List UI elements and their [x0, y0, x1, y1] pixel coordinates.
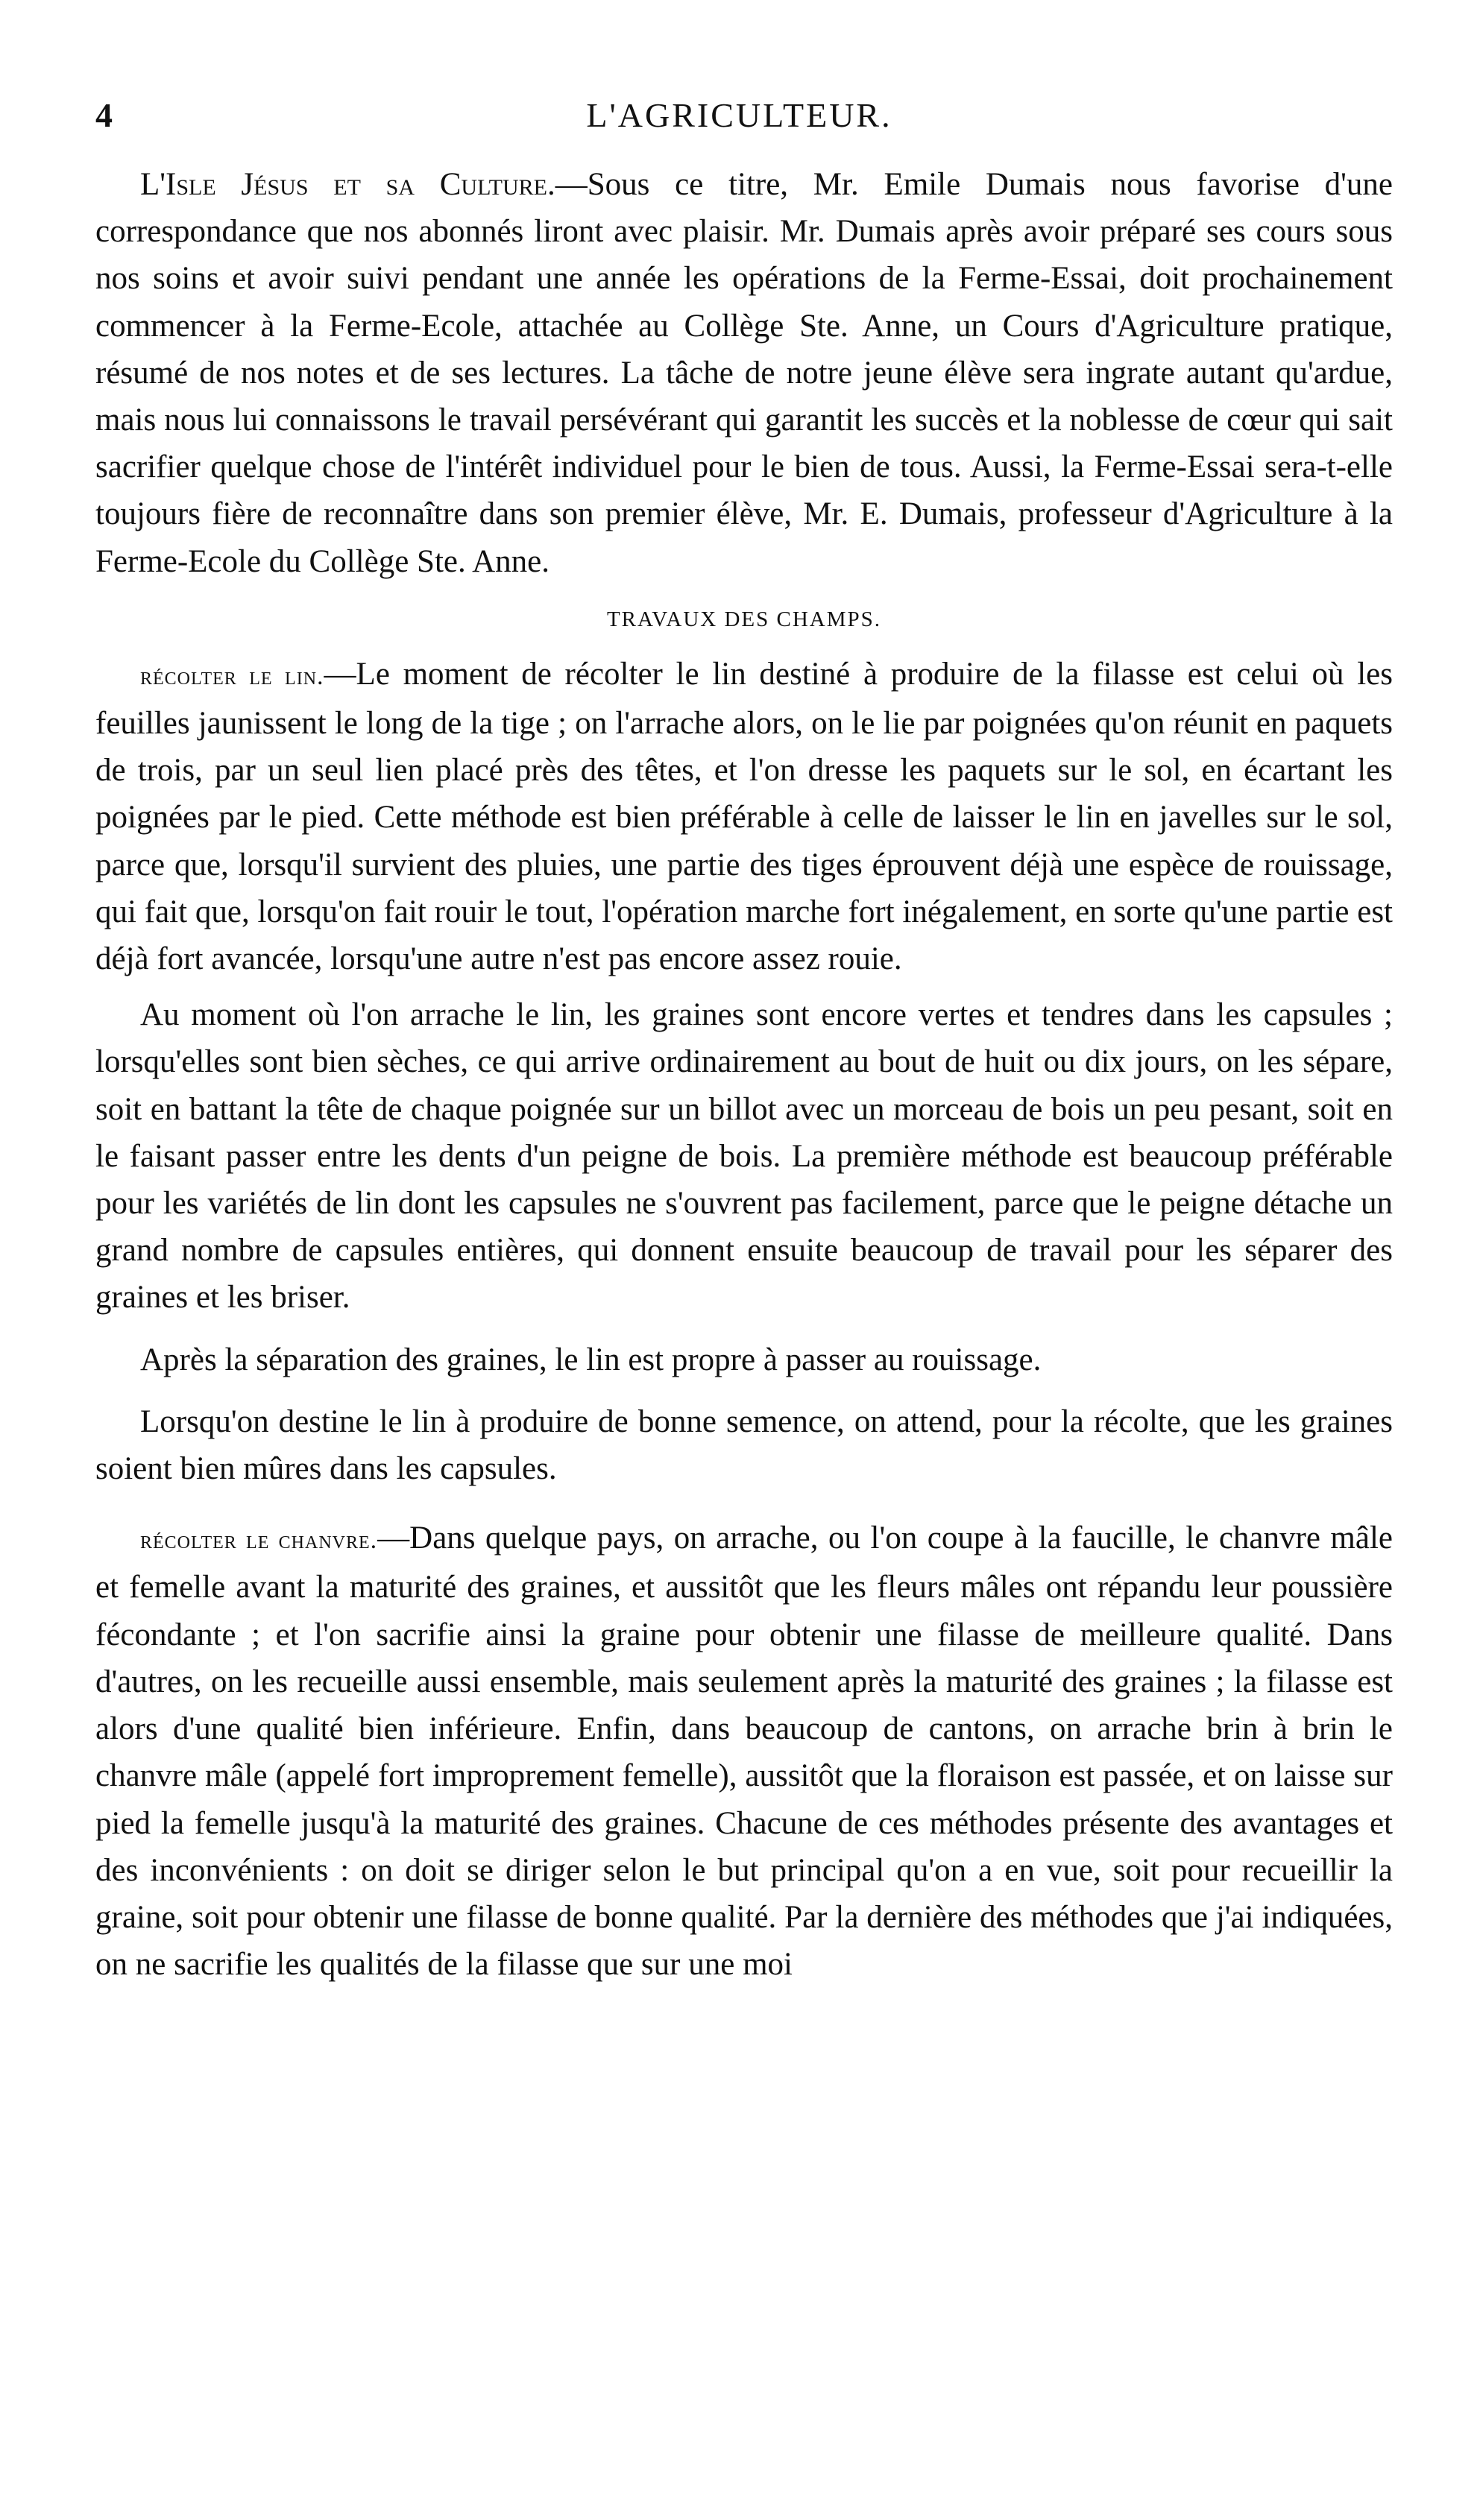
- page-header: [95, 95, 1383, 140]
- paragraph-isle-jesus: [95, 161, 1393, 585]
- page-body: [95, 161, 1393, 1988]
- paragraph-recolter-chanvre: [95, 1515, 1393, 1988]
- section-heading: TRAVAUX DES CHAMPS.: [606, 607, 882, 631]
- paragraph-text-recolter-chanvre: —Dans quelque pays, on arrache, ou l'on coupe à la faucille, le chanvre mâle et femelle avant la maturité des graines, et aussitôt que les fleurs mâles ont répandu leur poussière fécondante ; et l'on sacrifie ainsi la graine pour obtenir une filasse de meilleure qualité. Dans d'autres, on les recueille aussi ensemble, mais seulement après la maturité des graines ; la filasse est alors d'une qualité bien inférieure. Enfin, dans beaucoup de cantons, on arrache brin à brin le chanvre mâle (appelé fort improprement femelle), aussitôt que la floraison est passée, et on laisse sur pied la femelle jusqu'à la maturité des graines. Chacune de ces méthodes présente des avantages et des inconvénients : on doit se diriger selon le but principal qu'on a en vue, soit pour recueillir la graine, soit pour obtenir une filasse de bonne qualité. Par la dernière des méthodes que j'ai indiquées, on ne sacrifie les qualités de la filasse que sur une moi: [95, 1520, 1393, 1983]
- paragraph-semence: Lorsqu'on destine le lin à produire de bonne semence, on attend, pour la récolte, que les graines soient bien mûres dans les capsules.: [95, 1403, 1393, 1487]
- paragraph-lead-recolter-lin: récolter le lin.: [140, 662, 324, 690]
- paragraph-text-recolter-lin: —Le moment de récolter le lin destiné à produire de la filasse est celui où les feuilles jaunissent le long de la tige ; on l'arrache alors, on le lie par poignées qu'on réunit en paquets de trois, par un seul lien placé près des têtes, et l'on dresse les paquets sur le sol, en écartant les poignées par le pied. Cette méthode est bien préférable à celle de laisser le lin en javelles sur le sol, parce que, lorsqu'il survient des pluies, une partie des tiges éprouvent déjà une espèce de rouissage, qui fait que, lorsqu'on fait rouir le tout, l'opération marche fort inégalement, en sorte qu'une partie est déjà fort avancée, lorsqu'une autre n'est pas encore assez rouie.: [95, 656, 1393, 977]
- paragraph-lead-recolter-chanvre: récolter le chanvre.: [140, 1526, 378, 1555]
- running-title: L'AGRICULTEUR.: [586, 96, 892, 134]
- paragraph-text-isle-jesus: —Sous ce titre, Mr. Emile Dumais nous favorise d'une correspondance que nos abonnés liront avec plaisir. Mr. Dumais après avoir préparé ses cours sous nos soins et avoir suivi pendant une année les opérations de la Ferme-Essai, doit prochainement commencer à la Ferme-Ecole, attachée au Collège Ste. Anne, un Cours d'Agriculture pratique, résumé de nos notes et de ses lectures. La tâche de notre jeune élève sera ingrate autant qu'ardue, mais nous lui connaissons le travail persévérant qui garantit les succès et la noblesse de cœur qui sait sacrifier quelque chose de l'intérêt individuel pour le bien de tous. Aussi, la Ferme-Essai sera-t-elle toujours fière de reconnaître dans son premier élève, Mr. E. Dumais, professeur d'Agriculture à la Ferme-Ecole du Collège Ste. Anne.: [95, 167, 1393, 579]
- paragraph-lead-isle-jesus: L'Isle Jésus et sa Culture.: [140, 167, 555, 202]
- paragraph-separation: Après la séparation des graines, le lin est propre à passer au rouissage.: [140, 1342, 1042, 1377]
- page-number: 4: [95, 96, 113, 134]
- paragraph-recolter-lin: [95, 651, 1393, 982]
- paragraph-graines: Au moment où l'on arrache le lin, les graines sont encore vertes et tendres dans les capsules ; lorsqu'elles sont bien sèches, ce qui arrive ordinairement au bout de huit ou dix jours, on les sépare, soit en battant la tête de chaque poignée sur un billot avec un morceau de bois un peu pesant, soit en le faisant passer entre les dents d'un peigne de bois. La première méthode est beaucoup préférable pour les variétés de lin dont les capsules ne s'ouvrent pas facilement, parce que le peigne détache un grand nombre de capsules entières, qui donnent ensuite beaucoup de travail pour les séparer des graines et les briser.: [95, 997, 1393, 1316]
